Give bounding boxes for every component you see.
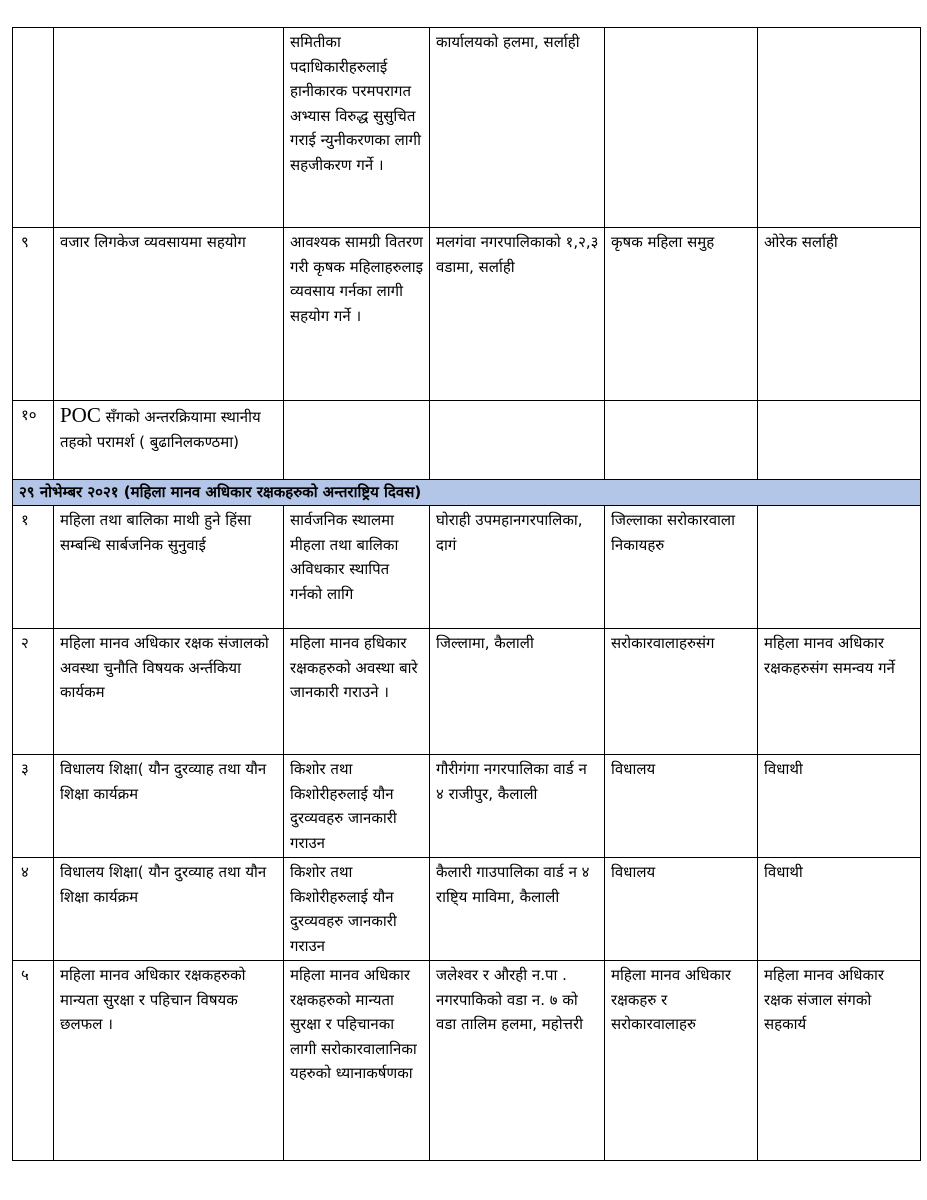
partner-cell — [758, 28, 921, 228]
serial-number: १ — [13, 506, 54, 629]
serial-number: २ — [13, 629, 54, 755]
activity-cell: वजार लिगकेज व्यवसायमा सहयोग — [54, 228, 284, 401]
serial-number: ४ — [13, 858, 54, 961]
table-row — [13, 506, 921, 629]
location-cell — [430, 401, 605, 480]
section-header-row — [13, 480, 921, 506]
table-row — [13, 858, 921, 961]
table-row — [13, 755, 921, 858]
serial-number: ५ — [13, 961, 54, 1161]
activity-cell: महिला मानव अधिकार रक्षकहरुको मान्यता सुरक्षा र पहिचान विषयक छलफल । — [54, 961, 284, 1161]
location-cell: घोराही उपमहानगरपालिका, दागं — [430, 506, 605, 629]
location-cell: मलगंवा नगरपालिकाको १,२,३ वडामा, सर्लाही — [430, 228, 605, 401]
participants-cell: सरोकारवालाहरुसंग — [605, 629, 758, 755]
participants-cell: विधालय — [605, 755, 758, 858]
activity-cell — [54, 28, 284, 228]
activity-cell: विधालय शिक्षा( यौन दुरव्याह तथा यौन शिक्षा कार्यक्रम — [54, 755, 284, 858]
table-row — [13, 228, 921, 401]
location-cell: जिल्लामा, कैलाली — [430, 629, 605, 755]
activity-cell: महिला तथा बालिका माथी हुने हिंसा सम्बन्धि सार्बजनिक सुनुवाई — [54, 506, 284, 629]
partner-cell: विधाथी — [758, 858, 921, 961]
location-cell: कार्यालयको हलमा, सर्लाही — [430, 28, 605, 228]
serial-number: १० — [13, 401, 54, 480]
partner-cell — [758, 506, 921, 629]
activity-schedule-table — [12, 27, 921, 1161]
activity-cell: विधालय शिक्षा( यौन दुरव्याह तथा यौन शिक्षा कार्यक्रम — [54, 858, 284, 961]
section-title: २९ नोभेम्बर २०२१ (महिला मानव अधिकार रक्षकहरुको अन्तराष्ट्रिय दिवस) — [13, 480, 921, 506]
partner-cell: महिला मानव अधिकार रक्षक संजाल संगको सहकार्य — [758, 961, 921, 1161]
location-cell: कैलारी गाउपालिका वार्ड न ४ राष्टि्य माविमा, कैलाली — [430, 858, 605, 961]
process-cell: महिला मानव हधिकार रक्षकहरुको अवस्था बारे जानकारी गराउने । — [284, 629, 430, 755]
process-cell: किशोर तथा किशोरीहरुलाई यौन दुरव्यवहरु जानकारी गराउन — [284, 755, 430, 858]
table-row — [13, 629, 921, 755]
table-row — [13, 401, 921, 480]
serial-number — [13, 28, 54, 228]
location-cell: जलेश्वर र औरही न.पा . नगरपाकिको वडा न. ७ को वडा तालिम हलमा, महोत्तरी — [430, 961, 605, 1161]
participants-cell — [605, 28, 758, 228]
activity-cell — [54, 401, 284, 480]
process-cell: आवश्यक सामग्री वितरण गरी कृषक महिलाहरुलाइ व्यवसाय गर्नका लागी सहयोग गर्ने । — [284, 228, 430, 401]
partner-cell — [758, 401, 921, 480]
partner-cell: विधाथी — [758, 755, 921, 858]
participants-cell — [605, 401, 758, 480]
partner-cell: ओरेक सर्लाही — [758, 228, 921, 401]
process-cell: सार्वजनिक स्थालमा मीहला तथा बालिका अविधकार स्थापित गर्नको लागि — [284, 506, 430, 629]
activity-text: सँगको अन्तरक्रियामा स्थानीय तहको परामर्श ( बुढानिलकण्ठमा) — [60, 408, 261, 451]
poc-abbreviation: POC — [60, 403, 101, 427]
location-cell: गौरीगंगा नगरपालिका वार्ड न ४ राजीपुर, कैलाली — [430, 755, 605, 858]
serial-number: ९ — [13, 228, 54, 401]
participants-cell: जिल्लाका सरोकारवाला निकायहरु — [605, 506, 758, 629]
serial-number: ३ — [13, 755, 54, 858]
activity-cell: महिला मानव अधिकार रक्षक संजालको अवस्था चुनौति विषयक अर्न्तकिया कार्यकम — [54, 629, 284, 755]
participants-cell: कृषक महिला समुह — [605, 228, 758, 401]
process-cell: समितीका पदाधिकारीहरुलाई हानीकारक परमपरागत अभ्यास विरुद्ध सुसुचित गराई न्युनीकरणका लागी सहजीकरण गर्ने । — [284, 28, 430, 228]
process-cell: महिला मानव अधिकार रक्षकहरुको मान्यता सुरक्षा र पहिचानका लागी सरोकारवालानिका यहरुको ध्यानाकर्षणका — [284, 961, 430, 1161]
process-cell — [284, 401, 430, 480]
process-cell: किशोर तथा किशोरीहरुलाई यौन दुरव्यवहरु जानकारी गराउन — [284, 858, 430, 961]
table-row — [13, 961, 921, 1161]
table-row — [13, 28, 921, 228]
partner-cell: महिला मानव अधिकार रक्षकहरुसंग समन्वय गर्ने — [758, 629, 921, 755]
participants-cell: महिला मानव अधिकार रक्षकहरु र सरोकारवालाहरु — [605, 961, 758, 1161]
participants-cell: विधालय — [605, 858, 758, 961]
